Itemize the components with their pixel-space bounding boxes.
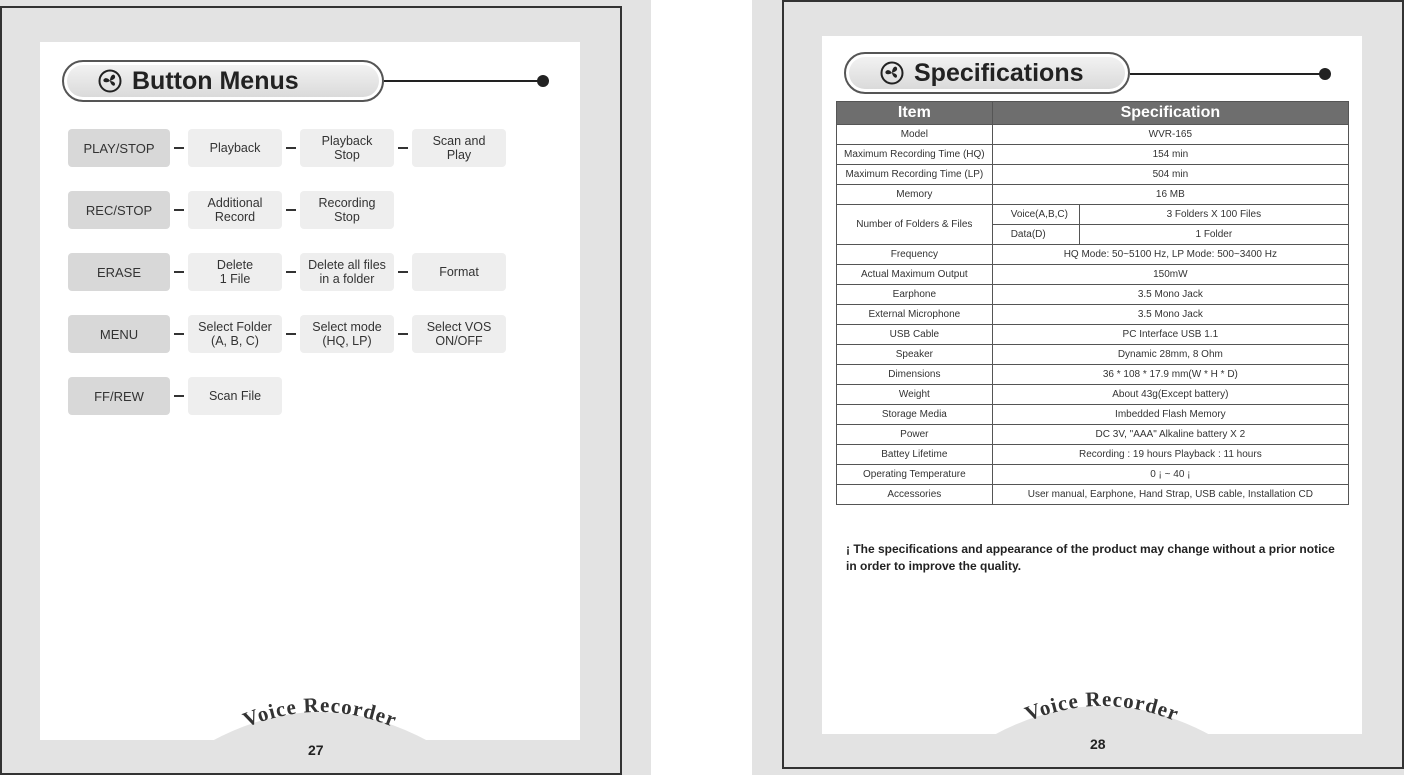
connector-line xyxy=(286,271,296,273)
button-function-box: Select Folder (A, B, C) xyxy=(188,315,282,353)
connector-line xyxy=(398,333,408,335)
spec-item: Power xyxy=(837,425,993,445)
spec-item: Number of Folders & Files xyxy=(837,205,993,245)
spec-value: HQ Mode: 50~5100 Hz, LP Mode: 500~3400 Hz xyxy=(992,245,1348,265)
fan-icon xyxy=(880,61,904,85)
spec-item: Maximum Recording Time (HQ) xyxy=(837,145,993,165)
title-rule xyxy=(1130,73,1326,75)
page-title-pill xyxy=(844,52,1130,94)
spec-item: External Microphone xyxy=(837,305,993,325)
button-menu-row xyxy=(68,128,506,168)
table-row xyxy=(837,205,1349,225)
disclaimer-note: ¡ The specifications and appearance of the product may change without a prior notice in order to improve the quality. xyxy=(846,542,1335,573)
spec-sub-label: Data(D) xyxy=(992,225,1079,245)
spec-item: Dimensions xyxy=(837,365,993,385)
spec-value: Dynamic 28mm, 8 Ohm xyxy=(992,345,1348,365)
fan-icon xyxy=(98,69,122,93)
button-function-box: Scan and Play xyxy=(412,129,506,167)
connector-line xyxy=(174,333,184,335)
button-function-box: Delete 1 File xyxy=(188,253,282,291)
spec-item: USB Cable xyxy=(837,325,993,345)
voice-recorder-logo xyxy=(992,676,1212,736)
right-page xyxy=(822,36,1362,752)
button-function-box: Playback xyxy=(188,129,282,167)
spec-item: Memory xyxy=(837,185,993,205)
spec-value: 154 min xyxy=(992,145,1348,165)
spec-value: PC Interface USB 1.1 xyxy=(992,325,1348,345)
title-rule-dot xyxy=(1319,68,1331,80)
connector-line xyxy=(174,147,184,149)
table-row xyxy=(837,305,1349,325)
button-menu-row xyxy=(68,252,506,292)
spec-item: Operating Temperature xyxy=(837,465,993,485)
table-row xyxy=(837,285,1349,305)
button-menu-row xyxy=(68,190,394,230)
table-row xyxy=(837,485,1349,505)
spec-value: Imbedded Flash Memory xyxy=(992,405,1348,425)
button-key-label: FF/REW xyxy=(68,377,170,415)
spec-value: 3 Folders X 100 Files xyxy=(1079,205,1348,225)
button-key-label: MENU xyxy=(68,315,170,353)
spec-value: 16 MB xyxy=(992,185,1348,205)
spec-table xyxy=(836,101,1349,505)
header-specification: Specification xyxy=(992,102,1348,125)
page-title: Button Menus xyxy=(132,66,299,95)
spec-value: DC 3V, "AAA" Alkaline battery X 2 xyxy=(992,425,1348,445)
title-rule xyxy=(384,80,544,82)
button-key-label: REC/STOP xyxy=(68,191,170,229)
connector-line xyxy=(174,271,184,273)
button-menu-row xyxy=(68,376,282,416)
spec-item: Model xyxy=(837,125,993,145)
voice-recorder-logo xyxy=(210,682,430,742)
spec-value: 1 Folder xyxy=(1079,225,1348,245)
button-function-box: Select mode (HQ, LP) xyxy=(300,315,394,353)
button-key-label: PLAY/STOP xyxy=(68,129,170,167)
spec-table-header xyxy=(837,102,1349,125)
page-title-pill xyxy=(62,60,384,102)
spec-value: About 43g(Except battery) xyxy=(992,385,1348,405)
page-number: 27 xyxy=(308,742,324,758)
table-row xyxy=(837,185,1349,205)
button-function-box: Format xyxy=(412,253,506,291)
button-function-box: Delete all files in a folder xyxy=(300,253,394,291)
footer-brand: Voice Recorder xyxy=(1021,686,1183,726)
connector-line xyxy=(398,271,408,273)
title-rule-dot xyxy=(537,75,549,87)
button-function-box: Playback Stop xyxy=(300,129,394,167)
table-row xyxy=(837,145,1349,165)
button-function-box: Recording Stop xyxy=(300,191,394,229)
spec-item: Earphone xyxy=(837,285,993,305)
connector-line xyxy=(286,147,296,149)
spec-value: 3.5 Mono Jack xyxy=(992,305,1348,325)
connector-line xyxy=(174,209,184,211)
footer-brand: Voice Recorder xyxy=(239,692,401,732)
left-page xyxy=(40,42,580,758)
button-function-box: Select VOS ON/OFF xyxy=(412,315,506,353)
table-row xyxy=(837,365,1349,385)
connector-line xyxy=(286,209,296,211)
page-title: Specifications xyxy=(914,58,1084,87)
spec-sub-label: Voice(A,B,C) xyxy=(992,205,1079,225)
spec-value: 36 * 108 * 17.9 mm(W * H * D) xyxy=(992,365,1348,385)
spec-item: Frequency xyxy=(837,245,993,265)
table-row xyxy=(837,345,1349,365)
spec-value: 3.5 Mono Jack xyxy=(992,285,1348,305)
connector-line xyxy=(174,395,184,397)
spec-item: Battey Lifetime xyxy=(837,445,993,465)
table-row xyxy=(837,245,1349,265)
spec-value: 504 min xyxy=(992,165,1348,185)
connector-line xyxy=(286,333,296,335)
spec-value: 0 ¡ ~ 40 ¡ xyxy=(992,465,1348,485)
spec-item: Storage Media xyxy=(837,405,993,425)
table-row xyxy=(837,325,1349,345)
spec-item: Maximum Recording Time (LP) xyxy=(837,165,993,185)
table-row xyxy=(837,445,1349,465)
spec-item: Speaker xyxy=(837,345,993,365)
button-menu-row xyxy=(68,314,506,354)
table-row xyxy=(837,265,1349,285)
spec-item: Weight xyxy=(837,385,993,405)
spec-item: Accessories xyxy=(837,485,993,505)
button-function-box: Scan File xyxy=(188,377,282,415)
header-item: Item xyxy=(837,102,993,125)
page-number: 28 xyxy=(1090,736,1106,752)
table-row xyxy=(837,385,1349,405)
table-row xyxy=(837,125,1349,145)
table-row xyxy=(837,165,1349,185)
spec-item: Actual Maximum Output xyxy=(837,265,993,285)
spec-value: User manual, Earphone, Hand Strap, USB cable, Installation CD xyxy=(992,485,1348,505)
spec-value: 150mW xyxy=(992,265,1348,285)
spec-value: Recording : 19 hours Playback : 11 hours xyxy=(992,445,1348,465)
button-function-box: Additional Record xyxy=(188,191,282,229)
spec-value: WVR-165 xyxy=(992,125,1348,145)
table-row xyxy=(837,465,1349,485)
connector-line xyxy=(398,147,408,149)
table-row xyxy=(837,405,1349,425)
table-row xyxy=(837,425,1349,445)
button-key-label: ERASE xyxy=(68,253,170,291)
